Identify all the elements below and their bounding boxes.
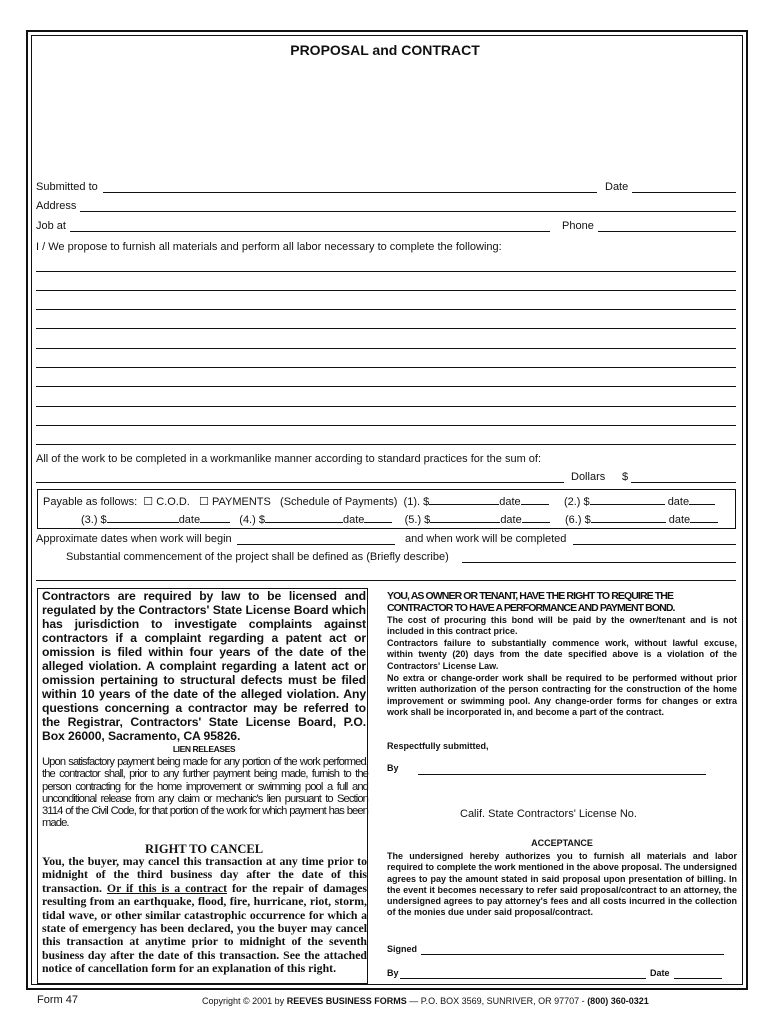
payment-5-field[interactable]	[430, 512, 500, 523]
completed-field[interactable]	[573, 544, 736, 545]
payment-2-date-label: date	[667, 496, 690, 508]
payment-4-date-field[interactable]	[364, 512, 392, 523]
substantial-field-2[interactable]	[36, 580, 736, 581]
cancel-underlined: Or if this is a contract	[106, 880, 228, 895]
payment-row-2	[81, 512, 718, 526]
cancel-part-1: You, the buyer, may cancel this transaction at any time prior to midnight of the third business day after the date of this transaction.	[42, 854, 367, 895]
payment-1-date-field[interactable]	[521, 494, 549, 505]
lien-releases-text: Upon satisfactory payment being made for any portion of the work performed, the contractor shall, prior to any further payment being made, furnish to the person contracting for the home improvement or swimming pool a full and unconditional release from any claim or mechanic's lien pursuant to Section 3114 of the Civil Code, for that portion of the work for which payment has been made.	[42, 756, 368, 830]
completed-label: and when work will be completed	[405, 533, 567, 545]
payment-3-date-field[interactable]	[200, 512, 230, 523]
company-phone: (800) 360-0321	[587, 996, 649, 1006]
submitted-to-label: Submitted to	[36, 181, 98, 193]
substantial-field-1[interactable]	[462, 562, 736, 563]
work-line-4[interactable]	[36, 328, 736, 329]
job-at-field[interactable]	[70, 231, 550, 232]
phone-label: Phone	[562, 220, 594, 232]
bond-text: The cost of procuring this bond will be paid by the owner/tenant and is not included in this contract price.	[387, 615, 737, 637]
payment-6-field[interactable]	[591, 512, 666, 523]
cod-label: C.O.D.	[156, 496, 190, 508]
bond-heading: YOU, AS OWNER OR TENANT, HAVE THE RIGHT TO REQUIRE THE CONTRACTOR TO HAVE A PERFORMANCE AND PAYMENT BOND.	[387, 590, 675, 614]
acceptance-by-field[interactable]	[400, 978, 646, 979]
by-label: By	[387, 763, 399, 773]
sum-text: All of the work to be completed in a workmanlike manner according to standard practices for the sum of:	[36, 453, 542, 465]
change-order-text: No extra or change-order work shall be required to be performed without prior written authorization of the person contracting for the construction of the home improvement or swimming pool. Any change-order forms for changes or extra work shall be incorporated in, and become a part of the contract.	[387, 673, 737, 717]
substantial-label: Substantial commencement of the project shall be defined as (Briefly describe)	[66, 551, 449, 563]
copyright-text: Copyright © 2001 by	[202, 996, 285, 1006]
company-name: REEVES BUSINESS FORMS	[286, 996, 407, 1006]
begin-field[interactable]	[237, 544, 395, 545]
payment-1-date-label: date	[499, 496, 521, 508]
work-line-7[interactable]	[36, 386, 736, 387]
payment-2-date-field[interactable]	[689, 494, 715, 505]
sum-words-field[interactable]	[36, 482, 564, 483]
payment-2-field[interactable]	[590, 494, 665, 505]
schedule-label: (Schedule of Payments)	[280, 496, 398, 508]
payment-5-label: (5.) $	[404, 514, 431, 526]
phone-field[interactable]	[598, 231, 736, 232]
payments-checkbox[interactable]: ☐	[199, 496, 209, 508]
license-no-label: Calif. State Contractors' License No.	[460, 808, 637, 820]
bond-failure-text: Contractors failure to substantially commence work, without lawful excuse, within twenty (20) days from the date specified above is a violation of the Contractors' License Law.	[387, 638, 737, 671]
license-notice: Contractors are required by law to be licensed and regulated by the Contractors' State License Board which has jurisdiction to investigate complaints against contractors if a complaint regarding a patent act or omission is filed within four years of the date of the alleged violation. A complaint regarding a latent act or omission pertaining to structural defects must be filed within 10 years of the date of the alleged violation. Any questions concerning a contractor may be referred to the Registrar, Contractors' State License Board, P.O. Box 26000, Sacramento, CA 95826.	[42, 589, 366, 743]
payments-label: PAYMENTS	[211, 496, 271, 508]
address-field[interactable]	[80, 211, 736, 212]
acceptance-date-label: Date	[650, 968, 670, 978]
page-title: PROPOSAL and CONTRACT	[290, 42, 480, 58]
work-line-6[interactable]	[36, 367, 736, 368]
payment-row-1	[43, 494, 715, 508]
payable-label: Payable as follows:	[43, 496, 138, 508]
work-line-8[interactable]	[36, 406, 736, 407]
work-line-9[interactable]	[36, 425, 736, 426]
company-address: — P.O. BOX 3569, SUNRIVER, OR 97707 -	[409, 996, 585, 1006]
payment-4-field[interactable]	[265, 512, 343, 523]
payment-6-date-field[interactable]	[690, 512, 718, 523]
job-at-label: Job at	[36, 220, 66, 232]
payment-3-label: (3.) $	[81, 514, 107, 526]
lien-releases-heading: LIEN RELEASES	[172, 744, 236, 754]
work-line-1[interactable]	[36, 271, 736, 272]
signed-label: Signed	[387, 944, 418, 954]
acceptance-heading: ACCEPTANCE	[531, 838, 593, 848]
work-line-10[interactable]	[36, 444, 736, 445]
acceptance-by-label: By	[387, 968, 399, 978]
cancel-part-2: for the repair of damages resulting from an earthquake, flood, fire, hurricane, riot, storm, tidal wave, or other similar catastrophic occurrence for which a state of emergency has been declared, you the buyer may cancel this transaction at anytime prior to midnight of the seventh business day after the date of this transaction. See the attached notice of cancellation form for an explanation of this right.	[42, 880, 368, 976]
payment-1-label: (1). $	[403, 496, 430, 508]
begin-label: Approximate dates when work will begin	[36, 533, 232, 545]
cod-checkbox[interactable]: ☐	[143, 496, 154, 508]
copyright-line	[202, 996, 649, 1006]
acceptance-date-field[interactable]	[674, 978, 722, 979]
acceptance-text: The undersigned hereby authorizes you to furnish all materials and labor required to complete the work mentioned in the above proposal. The undersigned agrees to pay the amount stated in said proposal upon presentation of billing. In the event it becomes necessary to refer said proposal/contract to an attorney, the undersigned agrees to pay attorney's fees and all costs incurred in the collection of the monies due under said proposal/contract.	[387, 851, 737, 918]
work-line-3[interactable]	[36, 309, 736, 310]
payment-3-field[interactable]	[107, 512, 179, 523]
work-line-5[interactable]	[36, 348, 736, 349]
dollars-label: Dollars	[571, 471, 606, 483]
payment-5-date-field[interactable]	[522, 512, 550, 523]
form-number: Form 47	[37, 994, 78, 1006]
propose-text: I / We propose to furnish all materials and perform all labor necessary to complete the following:	[36, 241, 502, 253]
payment-2-label: (2.) $	[563, 496, 590, 508]
payment-1-field[interactable]	[429, 494, 499, 505]
by-signature-field[interactable]	[418, 774, 706, 775]
sum-amount-field[interactable]	[631, 482, 736, 483]
submitted-to-field[interactable]	[103, 192, 597, 193]
payment-6-date-label: date	[668, 514, 691, 526]
payment-3-date-label: date	[178, 514, 201, 526]
right-to-cancel-text	[42, 855, 367, 976]
payment-4-label: (4.) $	[239, 514, 265, 526]
date-field[interactable]	[632, 192, 736, 193]
payment-4-date-label: date	[342, 514, 365, 526]
payment-5-date-label: date	[500, 514, 522, 526]
work-line-2[interactable]	[36, 290, 736, 291]
respectfully-submitted: Respectfully submitted,	[387, 741, 489, 751]
address-label: Address	[36, 200, 77, 212]
right-to-cancel-heading: RIGHT TO CANCEL	[144, 842, 264, 856]
date-label: Date	[605, 181, 629, 193]
signed-field[interactable]	[421, 954, 724, 955]
dollar-sign: $	[622, 471, 629, 483]
payment-6-label: (6.) $	[565, 514, 591, 526]
